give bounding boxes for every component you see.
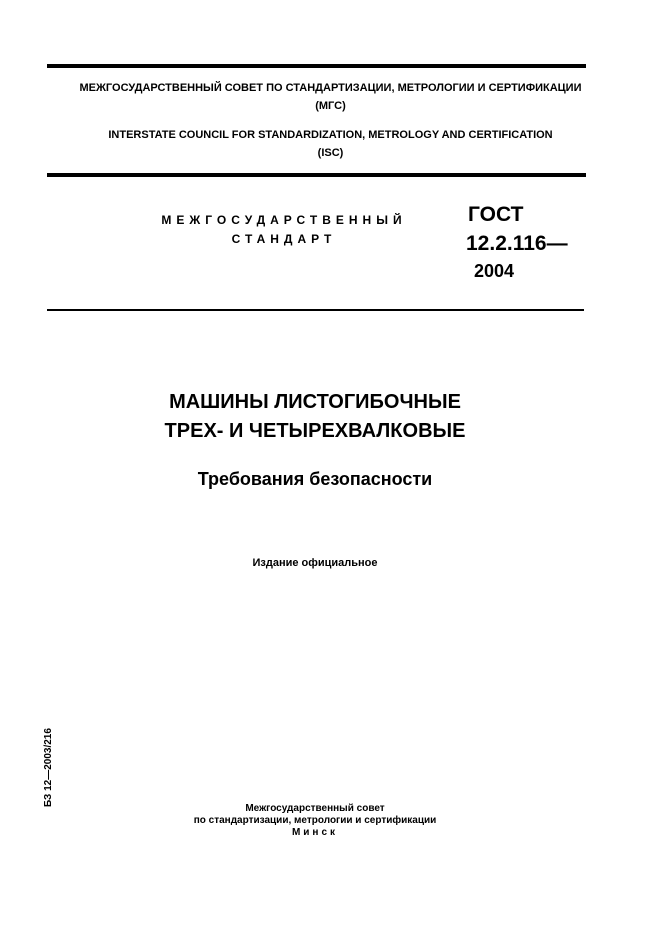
document-subtitle: Требования безопасности (197, 469, 433, 489)
top-rule (47, 64, 586, 68)
gost-word: ГОСТ (468, 203, 524, 226)
thin-rule (47, 309, 584, 311)
publisher-city: Минск (291, 827, 339, 838)
gost-year: 2004 (474, 261, 515, 281)
middle-rule (47, 173, 586, 177)
edition-note: Издание официальное (252, 557, 378, 569)
council-ru-block (47, 79, 614, 115)
council-ru-name: МЕЖГОСУДАРСТВЕННЫЙ СОВЕТ ПО СТАНДАРТИЗАЦИИ, МЕТРОЛОГИИ И СЕРТИФИКАЦИИ (79, 82, 582, 94)
council-en-abbr: (ISC) (317, 147, 344, 159)
council-en-block (47, 126, 614, 162)
gost-number: 12.2.116— (466, 232, 568, 255)
standard-label-line1: МЕЖГОСУДАРСТВЕННЫЙ (161, 213, 407, 227)
publisher-line1: Межгосударственный совет (245, 803, 385, 814)
council-en-name: INTERSTATE COUNCIL FOR STANDARDIZATION, METROLOGY AND CERTIFICATION (108, 129, 553, 141)
publisher-line2: по стандартизации, метрологии и сертификации (193, 815, 437, 826)
document-title-line1: МАШИНЫ ЛИСТОГИБОЧНЫЕ (169, 391, 461, 413)
standard-label-line2: СТАНДАРТ (231, 232, 337, 246)
side-code: БЗ 12—2003/216 (43, 728, 54, 807)
document-title-line2: ТРЕХ- И ЧЕТЫРЕХВАЛКОВЫЕ (164, 420, 466, 442)
council-ru-abbr: (МГС) (315, 100, 346, 112)
